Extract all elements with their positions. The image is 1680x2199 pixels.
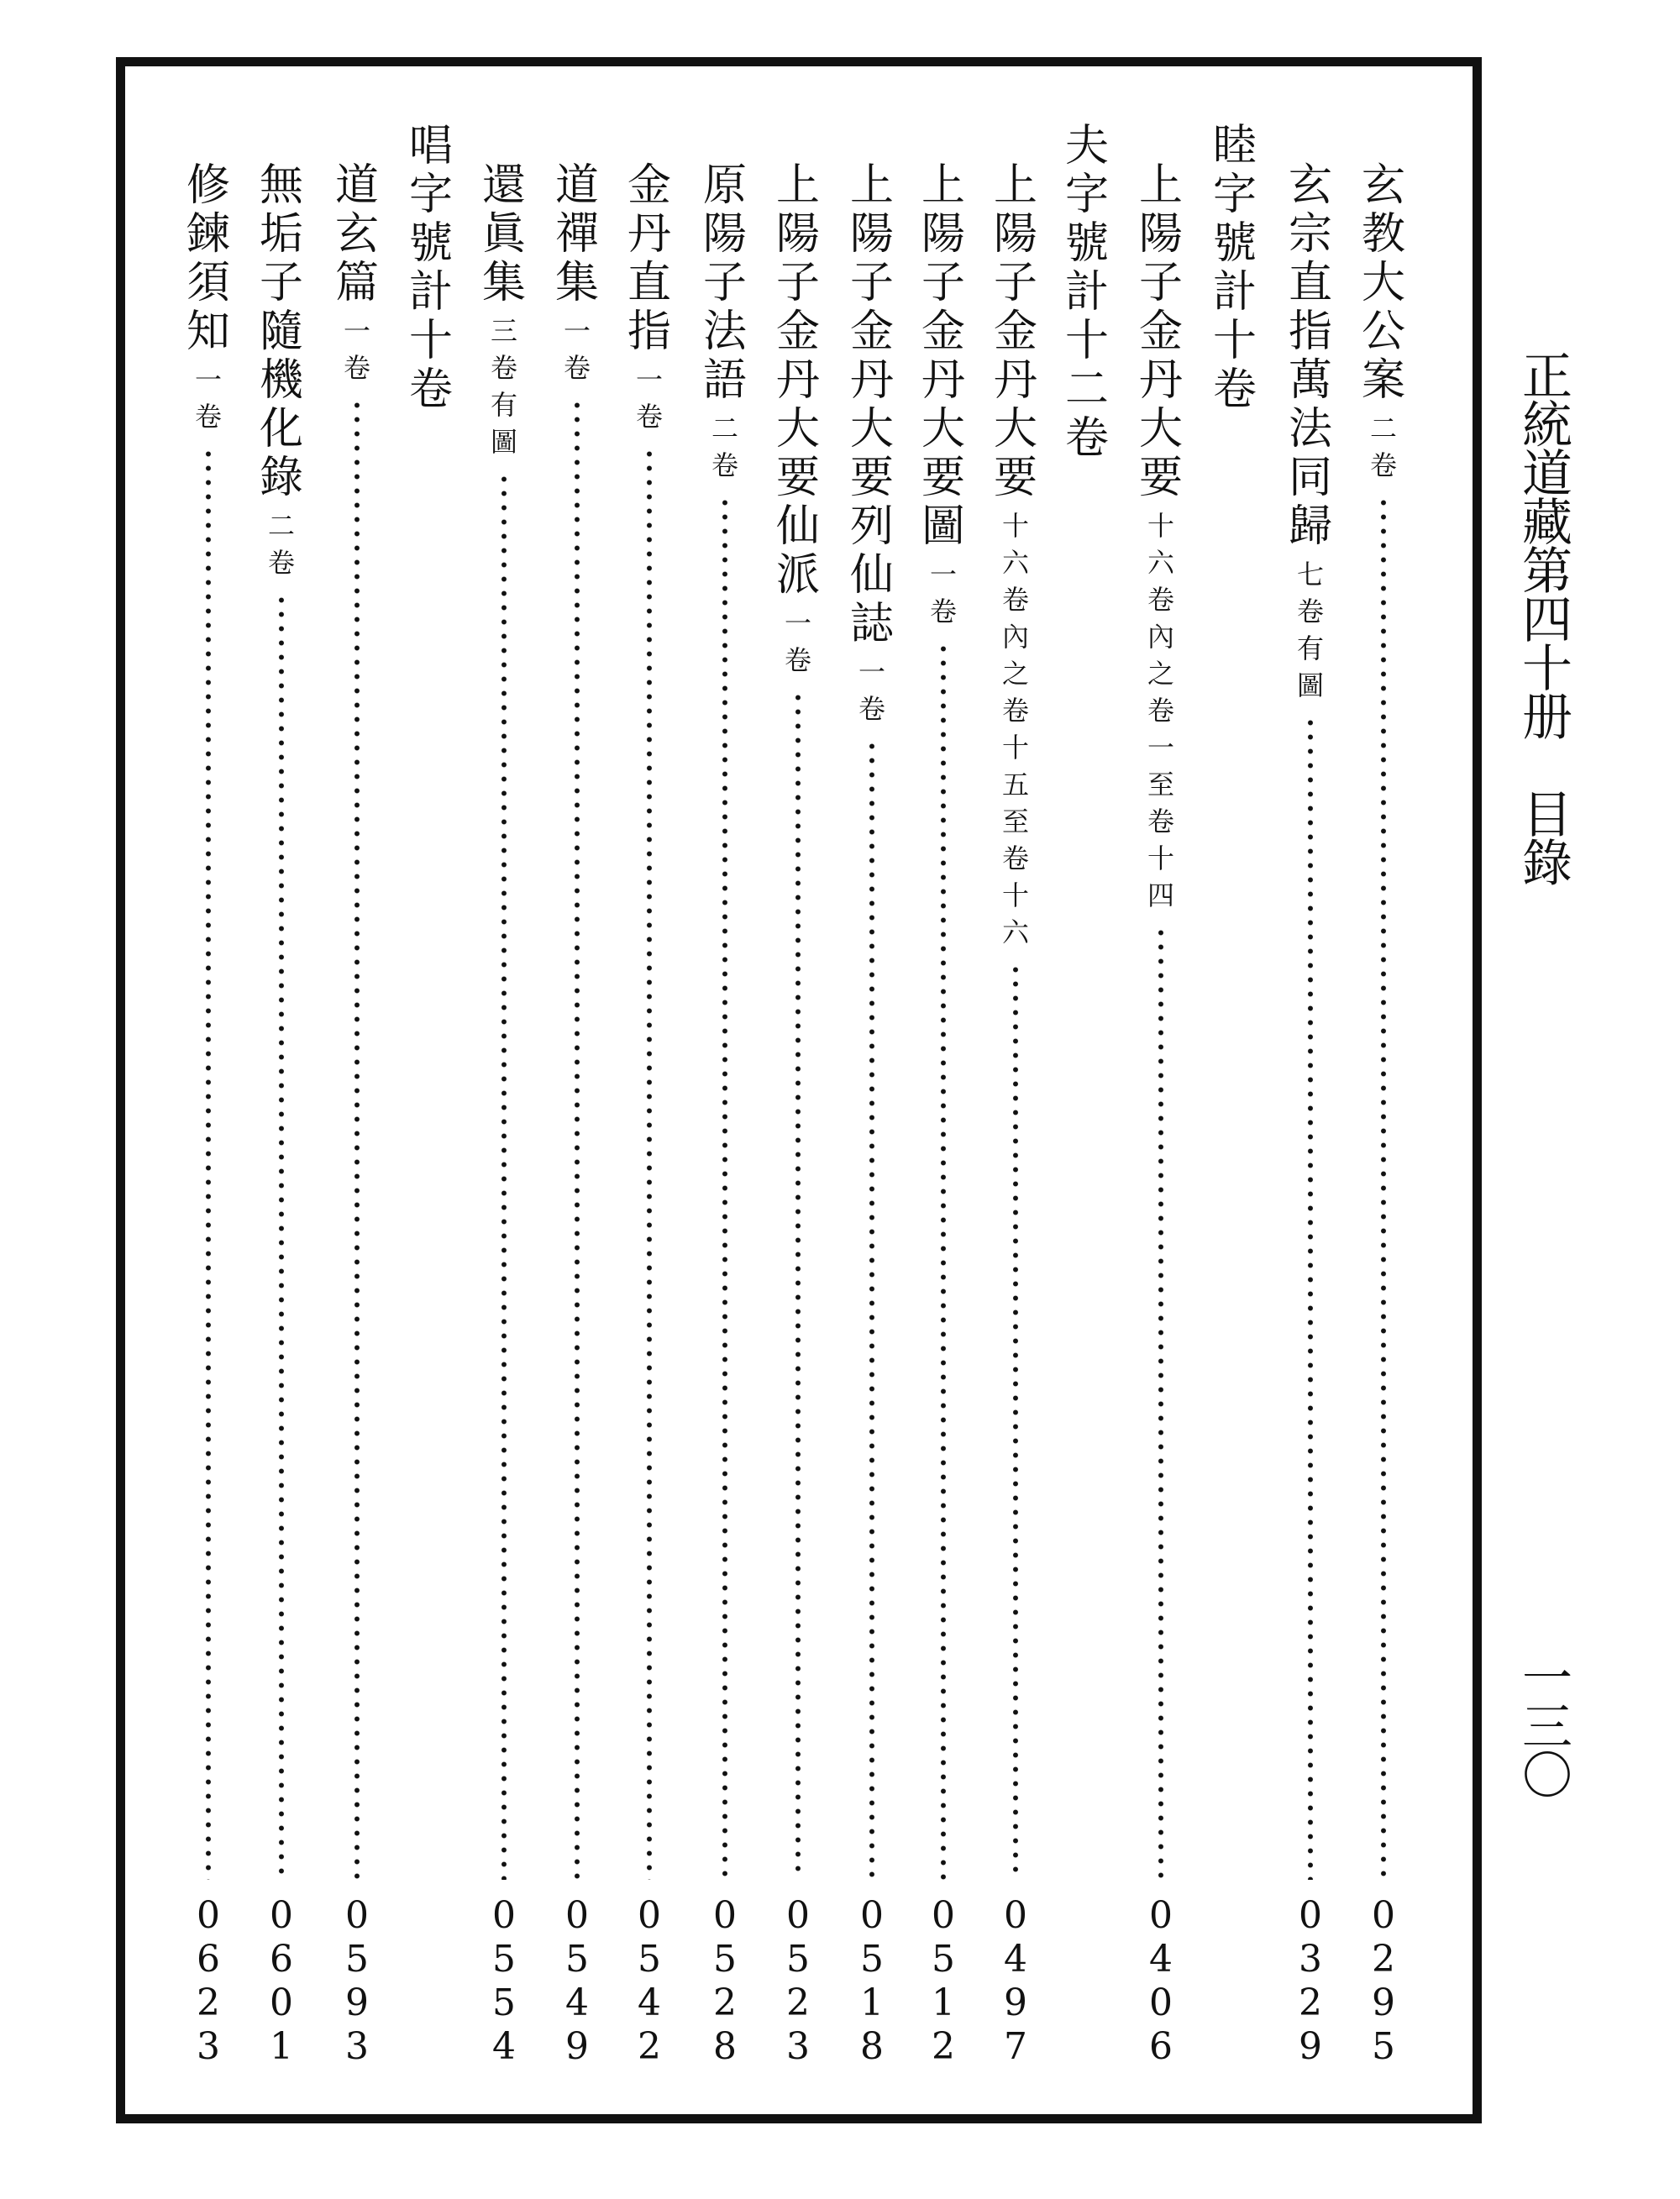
toc-entry xyxy=(1127,161,1194,914)
toc-entry xyxy=(248,161,315,581)
leader-dots xyxy=(277,593,286,1880)
page-number: 0 5 1 8 xyxy=(860,1894,884,2068)
entry-note: 一 卷 xyxy=(194,364,222,433)
folio-number xyxy=(1514,1650,1581,1806)
leader-dots xyxy=(939,642,948,1880)
entry-note: 二 卷 xyxy=(711,412,738,481)
page-number: 0 6 0 1 xyxy=(270,1894,293,2068)
entry-note: 一 卷 xyxy=(563,315,591,384)
toc-entry xyxy=(323,161,391,386)
entry-title: 道 玄 篇 xyxy=(334,160,379,308)
header-column xyxy=(1514,348,1581,894)
toc-entry xyxy=(764,161,832,679)
entry-title: 道 禪 集 xyxy=(554,160,599,308)
leader-dots xyxy=(645,447,654,1880)
leader-dots xyxy=(794,690,802,1880)
entry-title: 上 陽 子 金 丹 大 要 仙 派 xyxy=(775,160,820,601)
entry-note: 一 卷 xyxy=(929,559,957,627)
leader-dots xyxy=(353,398,361,1880)
entry-title: 原 陽 子 法 語 xyxy=(702,160,747,406)
toc-entry xyxy=(470,161,538,460)
page-number: 0 4 9 7 xyxy=(1004,1894,1027,2068)
toc-entry xyxy=(1350,161,1417,484)
entry-note: 一 卷 xyxy=(858,656,885,725)
group-heading-text: 夫 字 號 計 十 二 卷 xyxy=(1064,121,1109,464)
entry-note: 二 卷 xyxy=(267,510,295,579)
leader-dots xyxy=(868,739,876,1880)
leader-dots xyxy=(500,472,508,1880)
entry-title: 無 垢 子 隨 機 化 錄 xyxy=(259,160,303,503)
leader-dots xyxy=(573,398,581,1880)
section-title: 目 錄 xyxy=(1522,786,1572,894)
group-heading xyxy=(1053,122,1121,463)
page-number: 0 5 2 3 xyxy=(786,1894,810,2068)
entry-note: 十 六 卷 內 之 卷 十 五 至 卷 十 六 xyxy=(1001,510,1029,948)
entry-title: 金 丹 直 指 xyxy=(627,160,671,357)
page-number: 0 2 9 5 xyxy=(1372,1894,1395,2068)
entry-title: 玄 教 大 公 案 xyxy=(1361,160,1405,406)
folio-text: 一 三 〇 xyxy=(1522,1650,1572,1806)
leader-dots xyxy=(1011,963,1020,1880)
entry-title: 上 陽 子 金 丹 大 要 列 仙 誌 xyxy=(849,160,894,649)
page-number: 0 5 9 3 xyxy=(345,1894,369,2068)
entry-note: 一 卷 xyxy=(784,607,811,676)
page-number: 0 3 2 9 xyxy=(1299,1894,1322,2068)
entry-note: 二 卷 xyxy=(1369,412,1397,481)
entry-note: 十 六 卷 內 之 卷 一 至 卷 十 四 xyxy=(1147,510,1174,911)
group-heading-text: 睦 字 號 計 十 卷 xyxy=(1212,121,1257,415)
page-number: 0 4 0 6 xyxy=(1149,1894,1173,2068)
group-heading xyxy=(397,122,465,414)
entry-title: 玄 宗 直 指 萬 法 同 歸 xyxy=(1288,160,1332,552)
entry-note: 一 卷 xyxy=(343,315,370,384)
entry-title: 上 陽 子 金 丹 大 要 xyxy=(993,160,1037,503)
toc-entry xyxy=(982,161,1049,951)
entry-title: 修 鍊 須 知 xyxy=(186,160,230,357)
entry-note: 三 卷 有 圖 xyxy=(490,315,517,458)
toc-entry xyxy=(838,161,906,727)
toc-entry xyxy=(543,161,611,386)
page-number: 0 5 5 4 xyxy=(492,1894,516,2068)
entry-note: 一 卷 xyxy=(635,364,663,433)
collection-title: 正 統 道 藏 第 四 十 册 xyxy=(1522,348,1572,748)
leader-dots xyxy=(721,496,729,1880)
page-number: 0 5 4 9 xyxy=(565,1894,589,2068)
leader-dots xyxy=(1306,716,1315,1880)
group-heading xyxy=(1201,122,1268,414)
page-number: 0 5 4 2 xyxy=(638,1894,661,2068)
toc-entry xyxy=(175,161,242,435)
leader-dots xyxy=(1157,926,1165,1880)
entry-title: 還 眞 集 xyxy=(481,160,526,308)
group-heading-text: 唱 字 號 計 十 卷 xyxy=(408,121,453,415)
page-number: 0 5 1 2 xyxy=(932,1894,955,2068)
toc-entry xyxy=(1277,161,1344,704)
entry-title: 上 陽 子 金 丹 大 要 圖 xyxy=(921,160,965,552)
toc-entry xyxy=(616,161,683,435)
leader-dots xyxy=(1379,496,1388,1880)
entry-title: 上 陽 子 金 丹 大 要 xyxy=(1138,160,1183,503)
page-number: 0 5 2 8 xyxy=(713,1894,737,2068)
toc-entry xyxy=(691,161,759,484)
leader-dots xyxy=(204,447,213,1880)
toc-entry xyxy=(910,161,977,630)
entry-note: 七 卷 有 圖 xyxy=(1296,559,1324,701)
page-number: 0 6 2 3 xyxy=(197,1894,220,2068)
